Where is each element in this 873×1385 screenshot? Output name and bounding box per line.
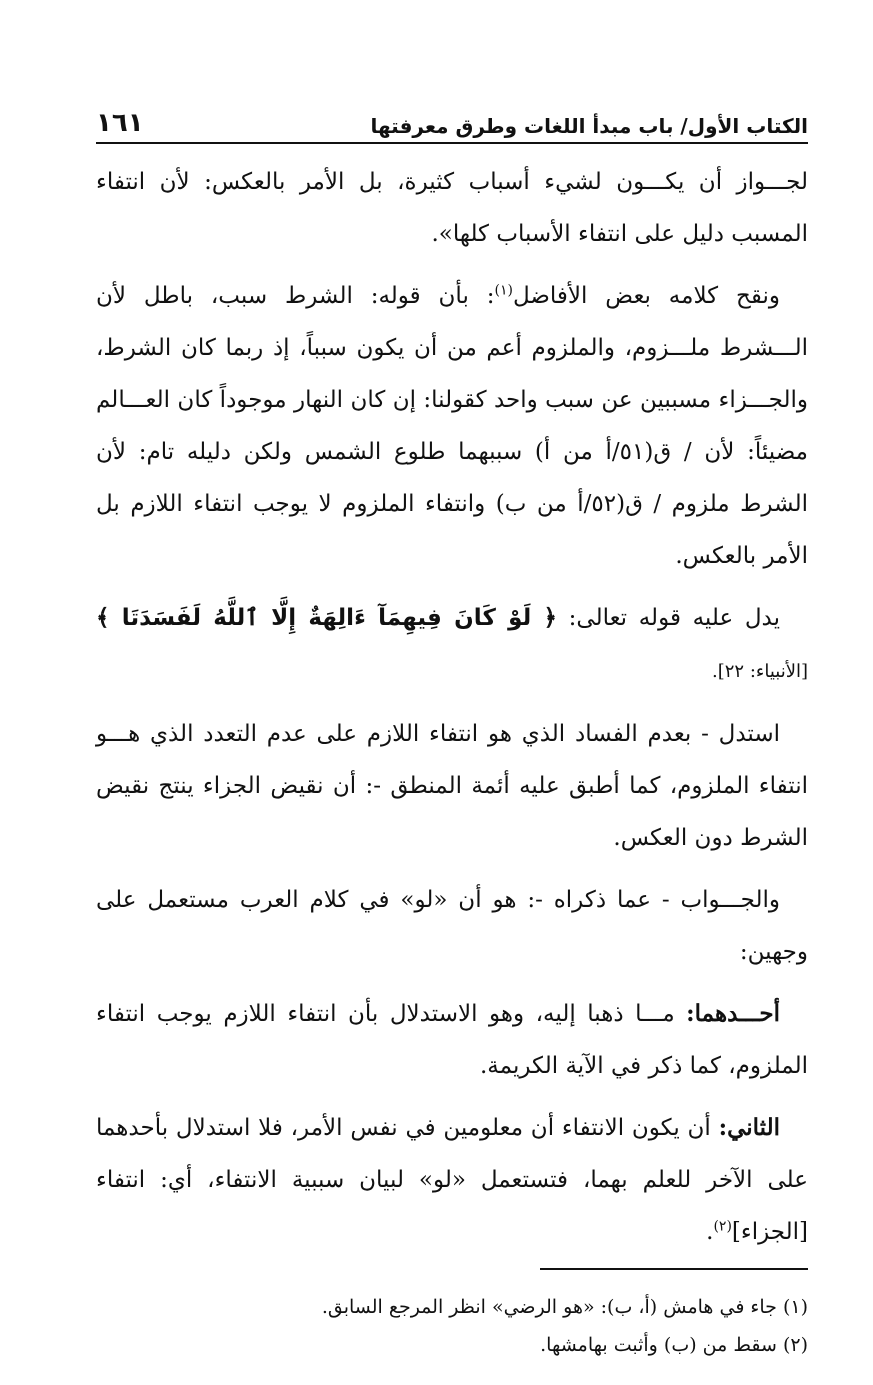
paragraph-jawab: والجـــواب - عما ذكراه -: هو أن «لو» في كلام العرب مستعمل على وجهين: [96,887,808,965]
footnote-ref-2: (٢) [713,1218,732,1235]
footnote-2: (٢) سقط من (ب) وأثبت بهامشها. [540,1334,808,1356]
second-point [96,1102,808,1258]
paragraph-2-rest: : بأن قوله: الشرط سبب، باطل لأن الـــشرط ملـــزوم، والملزوم أعم من أن يكون سبباً، إذ ربما كان الشرط، والجـــزاء مسببين عن سبب واحد كقولنا: إن كان النهار موجوداً كان العـــالم مضيئاً: لأن / ق(٥١/أ من أ) سببهما طلوع الشمس ولكن دليله تام: لأن الشرط ملزوم / ق(٥٢/أ من ب) وانتفاء الملزوم لا يوجب انتفاء اللازم بل الأمر بالعكس. [96,283,808,569]
verse-reference: [الأنبياء: ٢٢]. [712,661,808,682]
first-point-text: مـــا ذهبا إليه، وهو الاستدلال بأن انتفاء اللازم يوجب انتفاء الملزوم، كما ذكر في الآية الكريمة. [96,1001,808,1079]
verse-intro: يدل عليه قوله تعالى: [568,605,781,631]
second-point-label: الثاني: [718,1114,780,1141]
running-header [96,94,808,138]
page-number: ١٦١ [96,108,144,138]
footnote-rule [540,1268,808,1270]
verse-paragraph [96,592,808,698]
first-point-label: أحـــدهما: [686,1000,780,1027]
footnotes [96,1288,808,1364]
first-point [96,988,808,1092]
paragraph-2-start: ونقح كلامه بعض الأفاضل [512,283,780,309]
footnote-1: (١) جاء في هامش (أ، ب): «هو الرضي» انظر المرجع السابق. [321,1296,808,1318]
header-rule [96,142,808,144]
paragraph-2 [96,270,808,582]
quran-verse: ﴿ لَوْ كَانَ فِيهِمَآ ءَالِهَةٌ إِلَّا ٱللَّهُ لَفَسَدَتَا ﴾ [96,605,558,631]
second-point-end: . [706,1219,714,1245]
paragraph-1: لجـــواز أن يكـــون لشيء أسباب كثيرة، بل الأمر بالعكس: لأن انتفاء المسبب دليل على انتفاء الأسباب كلها». [96,169,808,247]
main-text [96,156,808,1258]
header-title: الكتاب الأول/ باب مبدأ اللغات وطرق معرفتها [370,114,808,138]
second-point-text: أن يكون الانتفاء أن معلومين في نفس الأمر، فلا استدلال بأحدهما على الآخر للعلم بهما، فتستعمل «لو» لبيان سببية الانتفاء، أي: انتفاء [الجزاء] [96,1115,808,1245]
paragraph-istadall: استدل - بعدم الفساد الذي هو انتفاء اللازم على عدم التعدد الذي هـــو انتفاء الملزوم، كما أطبق عليه أئمة المنطق -: أن نقيض الجزاء ينتج نقيض الشرط دون العكس. [96,721,808,851]
book-page [96,94,808,1364]
footnote-ref-1: (١) [494,282,513,299]
